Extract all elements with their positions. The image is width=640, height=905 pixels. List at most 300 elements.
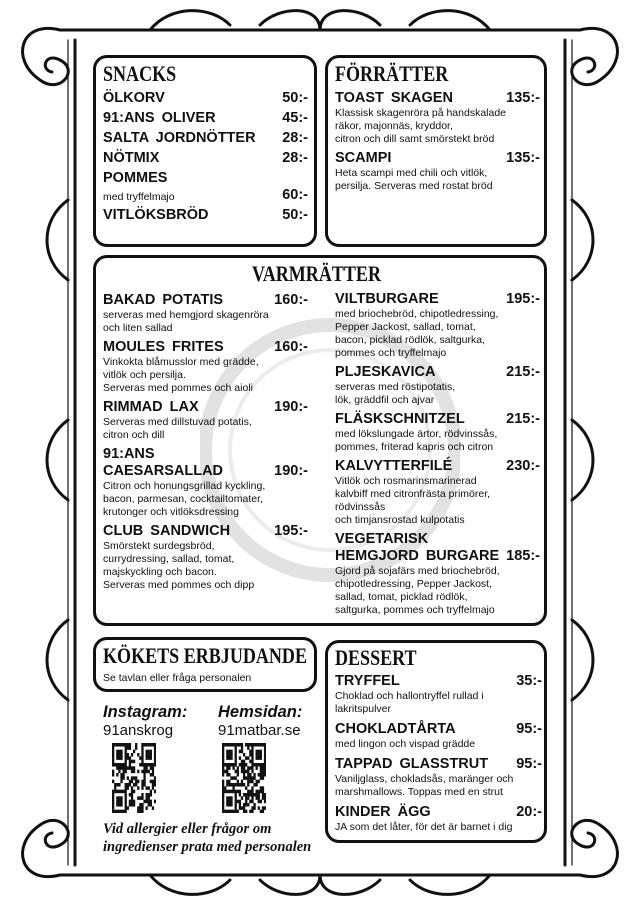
qr-module: [116, 803, 118, 807]
qr-module: [239, 743, 241, 747]
qr-module: [120, 753, 122, 757]
qr-module: [247, 776, 249, 780]
qr-module: [139, 756, 141, 760]
qr-module: [256, 780, 258, 784]
qr-module: [241, 766, 243, 770]
item-name: BAKAD POTATIS: [103, 292, 224, 308]
qr-module: [135, 776, 137, 780]
instagram-qr-code[interactable]: [112, 743, 156, 813]
qr-module: [118, 750, 120, 754]
qr-module: [152, 806, 154, 810]
qr-module: [120, 776, 122, 780]
menu-item: [335, 291, 540, 360]
qr-module: [112, 790, 114, 794]
qr-module: [245, 796, 247, 800]
qr-module: [152, 766, 154, 770]
item-description: Choklad och hallontryffel rullad i lakritspulver: [335, 690, 484, 715]
qr-module: [143, 743, 145, 747]
qr-module: [137, 753, 139, 757]
item-description: Gjord på sojafärs med briochebröd, chipotledressing, Pepper Jackost, sallad, tomat, picklad rödlök, saltgurka, pommes och tryffelmajo: [335, 565, 500, 616]
qr-module: [122, 776, 124, 780]
qr-module: [133, 770, 135, 774]
qr-module: [150, 773, 152, 777]
qr-module: [222, 783, 224, 787]
qr-module: [232, 783, 234, 787]
qr-module: [247, 783, 249, 787]
qr-module: [118, 796, 120, 800]
qr-module: [239, 763, 241, 767]
qr-module: [260, 763, 262, 767]
qr-module: [152, 786, 154, 790]
qr-module: [112, 793, 114, 797]
qr-module: [127, 783, 129, 787]
qr-module: [152, 770, 154, 774]
qr-module: [247, 803, 249, 807]
qr-module: [224, 770, 226, 774]
item-row: [335, 531, 540, 565]
item-row: [103, 207, 308, 224]
qr-module: [251, 743, 253, 747]
qr-module: [118, 783, 120, 787]
qr-module: [143, 763, 145, 767]
qr-module: [133, 760, 135, 764]
qr-module: [256, 796, 258, 800]
menu-item: [103, 170, 308, 204]
item-row: [103, 399, 308, 416]
qr-module: [243, 803, 245, 807]
qr-module: [256, 766, 258, 770]
qr-module: [232, 776, 234, 780]
item-price: 160:-: [274, 339, 308, 355]
qr-module: [245, 800, 247, 804]
item-name: KINDER ÄGG: [335, 804, 431, 820]
qr-module: [127, 766, 129, 770]
qr-module: [112, 773, 114, 777]
allergy-note: Vid allergier eller frågor om ingredienser prata med personalen: [103, 821, 312, 855]
qr-module: [237, 773, 239, 777]
item-price: 195:-: [274, 523, 308, 539]
item-name: TAPPAD GLASSTRUT: [335, 756, 489, 772]
item-row: [335, 804, 542, 821]
qr-module: [131, 790, 133, 794]
qr-module: [239, 750, 241, 754]
qr-module: [245, 770, 247, 774]
website-qr-code[interactable]: [222, 743, 266, 813]
qr-module: [260, 770, 262, 774]
item-description: serveras med röstipotatis, lök, gräddfil och ajvar: [335, 381, 456, 406]
qr-module: [222, 806, 224, 810]
qr-module: [264, 750, 266, 754]
qr-module: [146, 796, 148, 800]
qr-module: [251, 746, 253, 750]
qr-module: [241, 783, 243, 787]
qr-module: [146, 763, 148, 767]
menu-item: [335, 364, 540, 407]
qr-module: [260, 790, 262, 794]
qr-module: [222, 803, 224, 807]
qr-module: [131, 776, 133, 780]
qr-module: [120, 803, 122, 807]
qr-module: [135, 783, 137, 787]
qr-module: [112, 800, 114, 804]
item-row: [103, 292, 308, 309]
qr-module: [235, 806, 237, 810]
qr-module: [137, 780, 139, 784]
item-row: [335, 150, 540, 167]
item-price: 160:-: [274, 292, 308, 308]
qr-module: [264, 800, 266, 804]
item-name: NÖTMIX: [103, 150, 160, 166]
qr-module: [116, 810, 118, 813]
qr-module: [148, 756, 150, 760]
qr-module: [241, 743, 243, 747]
qr-module: [249, 790, 251, 794]
qr-module: [118, 743, 120, 747]
qr-module: [251, 770, 253, 774]
qr-module: [150, 750, 152, 754]
qr-module: [226, 790, 228, 794]
qr-module: [137, 770, 139, 774]
qr-module: [222, 773, 224, 777]
qr-module: [249, 810, 251, 813]
qr-module: [120, 750, 122, 754]
qr-module: [226, 750, 228, 754]
menu-item: [335, 458, 540, 527]
qr-module: [222, 780, 224, 784]
qr-module: [143, 770, 145, 774]
item-name: ÖLKORV: [103, 90, 165, 106]
qr-module: [114, 743, 116, 747]
qr-module: [237, 780, 239, 784]
qr-module: [258, 756, 260, 760]
qr-module: [116, 796, 118, 800]
qr-module: [245, 803, 247, 807]
qr-module: [237, 770, 239, 774]
qr-module: [251, 750, 253, 754]
qr-module: [141, 786, 143, 790]
qr-module: [260, 810, 262, 813]
qr-module: [116, 783, 118, 787]
qr-module: [232, 763, 234, 767]
qr-module: [235, 793, 237, 797]
qr-module: [116, 790, 118, 794]
qr-module: [251, 810, 253, 813]
qr-module: [264, 796, 266, 800]
qr-module: [235, 800, 237, 804]
qr-module: [226, 800, 228, 804]
item-name: POMMES: [103, 170, 168, 186]
qr-module: [222, 796, 224, 800]
qr-module: [262, 743, 264, 747]
qr-module: [125, 783, 127, 787]
qr-module: [125, 793, 127, 797]
qr-module: [260, 743, 262, 747]
instagram-handle[interactable]: 91anskrog: [103, 722, 174, 739]
qr-module: [262, 766, 264, 770]
qr-module: [241, 760, 243, 764]
qr-module: [251, 760, 253, 764]
menu-item: [335, 90, 540, 146]
dessert-title: DESSERT: [335, 645, 417, 670]
qr-module: [141, 783, 143, 787]
qr-module: [256, 790, 258, 794]
qr-module: [251, 786, 253, 790]
website-url[interactable]: 91matbar.se: [218, 722, 301, 739]
qr-module: [125, 806, 127, 810]
qr-module: [112, 770, 114, 774]
qr-module: [239, 783, 241, 787]
qr-module: [251, 790, 253, 794]
qr-module: [228, 803, 230, 807]
qr-module: [143, 783, 145, 787]
qr-module: [230, 763, 232, 767]
qr-module: [228, 796, 230, 800]
qr-module: [143, 773, 145, 777]
qr-module: [120, 763, 122, 767]
qr-module: [226, 753, 228, 757]
qr-module: [258, 743, 260, 747]
qr-module: [226, 756, 228, 760]
item-description: Smörstekt surdegsbröd, currydressing, sallad, tomat, majskyckling och bacon. Serveras med pommes och dipp: [103, 540, 255, 591]
qr-module: [258, 763, 260, 767]
qr-module: [251, 806, 253, 810]
qr-module: [129, 803, 131, 807]
qr-module: [118, 753, 120, 757]
qr-module: [122, 810, 124, 813]
qr-module: [239, 803, 241, 807]
qr-module: [235, 796, 237, 800]
qr-module: [118, 770, 120, 774]
qr-module: [243, 770, 245, 774]
qr-module: [235, 783, 237, 787]
qr-module: [141, 760, 143, 764]
varmratter-right-list: [335, 291, 540, 621]
qr-module: [262, 773, 264, 777]
qr-module: [120, 800, 122, 804]
dessert-list: [335, 673, 542, 839]
qr-module: [150, 766, 152, 770]
item-description: JA som det låter, för det är barnet i dig: [335, 821, 513, 833]
qr-module: [256, 783, 258, 787]
qr-module: [264, 760, 266, 764]
qr-module: [235, 763, 237, 767]
varmratter-title: VARMRÄTTER: [252, 261, 381, 286]
qr-module: [222, 746, 224, 750]
qr-module: [243, 783, 245, 787]
qr-module: [260, 776, 262, 780]
qr-module: [258, 793, 260, 797]
qr-module: [154, 800, 156, 804]
qr-module: [264, 766, 266, 770]
qr-module: [118, 790, 120, 794]
item-name: VILTBURGARE: [335, 291, 439, 307]
qr-module: [243, 793, 245, 797]
qr-module: [116, 753, 118, 757]
qr-module: [247, 796, 249, 800]
qr-module: [122, 770, 124, 774]
qr-module: [141, 803, 143, 807]
qr-module: [249, 760, 251, 764]
qr-module: [245, 793, 247, 797]
qr-module: [154, 760, 156, 764]
qr-module: [148, 803, 150, 807]
qr-module: [249, 793, 251, 797]
qr-module: [222, 770, 224, 774]
item-price: 50:-: [282, 207, 308, 223]
qr-module: [260, 756, 262, 760]
qr-module: [249, 753, 251, 757]
qr-module: [262, 810, 264, 813]
qr-module: [230, 783, 232, 787]
forratter-title: FÖRRÄTTER: [335, 61, 449, 86]
menu-item: [335, 721, 542, 751]
qr-module: [114, 783, 116, 787]
koket-subtitle: Se tavlan eller fråga personalen: [103, 672, 252, 684]
qr-module: [253, 773, 255, 777]
item-name: KALVYTTERFILÉ: [335, 458, 453, 474]
menu-item: [103, 130, 308, 147]
qr-module: [154, 776, 156, 780]
qr-module: [148, 770, 150, 774]
qr-module: [228, 743, 230, 747]
qr-module: [226, 770, 228, 774]
qr-module: [150, 753, 152, 757]
qr-module: [120, 766, 122, 770]
qr-module: [139, 810, 141, 813]
qr-module: [249, 800, 251, 804]
qr-module: [253, 806, 255, 810]
qr-module: [139, 763, 141, 767]
qr-module: [258, 773, 260, 777]
snacks-list: [103, 90, 308, 227]
qr-module: [232, 790, 234, 794]
qr-module: [237, 743, 239, 747]
qr-module: [150, 743, 152, 747]
item-name: SCAMPI: [335, 150, 392, 166]
qr-module: [241, 806, 243, 810]
qr-module: [251, 800, 253, 804]
qr-module: [222, 763, 224, 767]
qr-module: [262, 776, 264, 780]
qr-module: [129, 780, 131, 784]
qr-module: [141, 770, 143, 774]
item-price: 215:-: [506, 411, 540, 427]
qr-module: [256, 756, 258, 760]
qr-module: [237, 766, 239, 770]
item-row: [103, 339, 308, 356]
qr-module: [264, 763, 266, 767]
qr-module: [137, 806, 139, 810]
qr-module: [139, 796, 141, 800]
qr-module: [251, 766, 253, 770]
qr-module: [125, 786, 127, 790]
qr-module: [241, 750, 243, 754]
qr-module: [235, 753, 237, 757]
qr-module: [116, 756, 118, 760]
qr-module: [228, 750, 230, 754]
qr-module: [125, 770, 127, 774]
qr-module: [125, 763, 127, 767]
qr-module: [243, 806, 245, 810]
qr-module: [154, 743, 156, 747]
qr-module: [146, 766, 148, 770]
qr-module: [237, 783, 239, 787]
qr-module: [258, 796, 260, 800]
item-name: 91:ANS OLIVER: [103, 110, 216, 126]
qr-module: [125, 750, 127, 754]
qr-module: [226, 796, 228, 800]
qr-module: [141, 750, 143, 754]
qr-module: [256, 793, 258, 797]
item-row: [103, 130, 308, 147]
qr-module: [230, 743, 232, 747]
qr-module: [148, 796, 150, 800]
item-name: SALTA JORDNÖTTER: [103, 130, 256, 146]
qr-module: [141, 796, 143, 800]
qr-module: [262, 806, 264, 810]
qr-module: [125, 800, 127, 804]
qr-module: [118, 766, 120, 770]
item-price: 60:-: [282, 187, 308, 203]
qr-module: [253, 776, 255, 780]
website-label: Hemsidan:: [218, 703, 303, 721]
qr-module: [141, 746, 143, 750]
qr-module: [118, 803, 120, 807]
qr-module: [112, 810, 114, 813]
qr-module: [125, 746, 127, 750]
qr-module: [148, 763, 150, 767]
qr-module: [256, 750, 258, 754]
qr-module: [226, 743, 228, 747]
qr-module: [154, 763, 156, 767]
qr-module: [253, 783, 255, 787]
menu-item: [103, 446, 308, 519]
qr-module: [253, 743, 255, 747]
item-price: 195:-: [506, 291, 540, 307]
qr-module: [241, 796, 243, 800]
qr-module: [152, 780, 154, 784]
qr-module: [125, 743, 127, 747]
qr-module: [251, 796, 253, 800]
qr-module: [129, 766, 131, 770]
qr-module: [224, 810, 226, 813]
qr-module: [116, 773, 118, 777]
menu-item: [103, 150, 308, 167]
qr-module: [131, 766, 133, 770]
qr-module: [141, 810, 143, 813]
qr-module: [226, 763, 228, 767]
qr-module: [148, 743, 150, 747]
menu-item: [335, 150, 540, 193]
qr-module: [239, 756, 241, 760]
qr-module: [264, 743, 266, 747]
qr-module: [245, 763, 247, 767]
item-name: CLUB SANDWICH: [103, 523, 231, 539]
qr-module: [222, 743, 224, 747]
qr-module: [152, 783, 154, 787]
item-price: 35:-: [516, 673, 542, 689]
qr-module: [264, 770, 266, 774]
qr-module: [141, 763, 143, 767]
qr-module: [239, 790, 241, 794]
qr-module: [235, 790, 237, 794]
item-price: 185:-: [506, 548, 540, 564]
qr-module: [146, 800, 148, 804]
qr-module: [133, 766, 135, 770]
qr-module: [247, 793, 249, 797]
qr-module: [129, 800, 131, 804]
qr-module: [251, 776, 253, 780]
